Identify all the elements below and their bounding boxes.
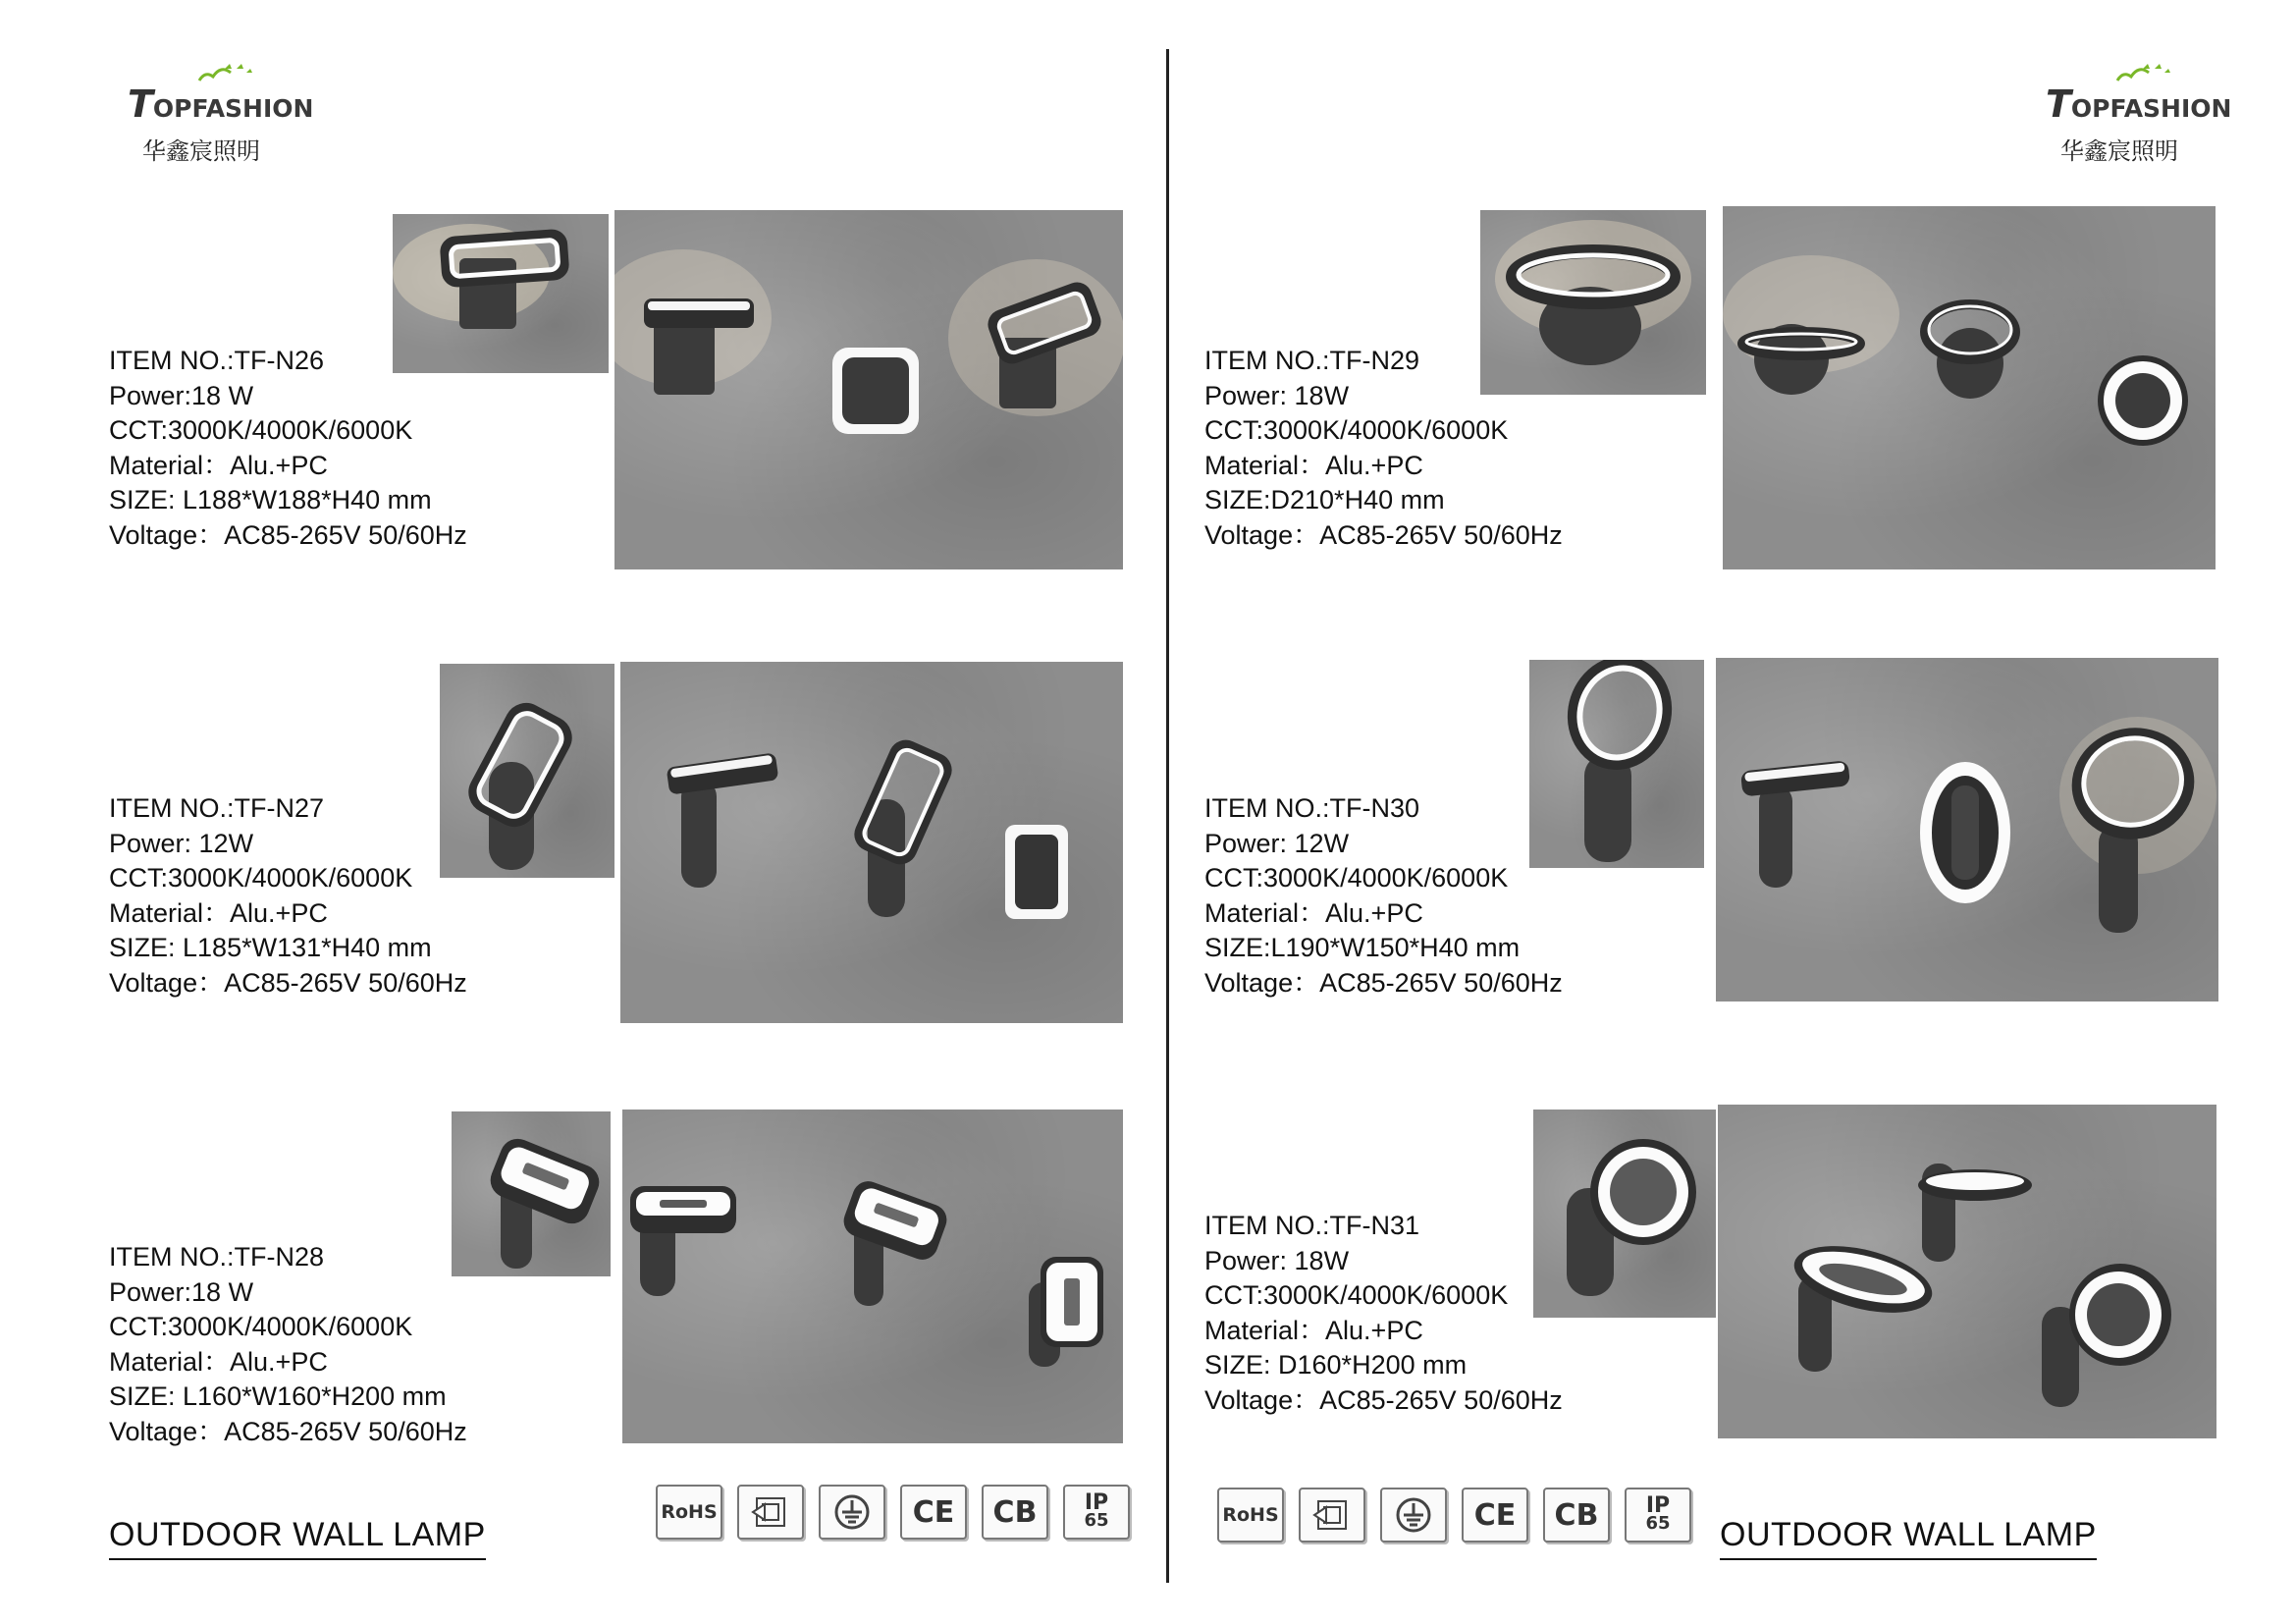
cb-badge: CB [1543, 1488, 1610, 1543]
spec-voltage: Voltage：AC85-265V 50/60Hz [1204, 1384, 1563, 1415]
ce-badge: CE [900, 1485, 967, 1540]
spec-power: Power: 12W [1204, 828, 1350, 858]
ip65-badge: IP 65 [1063, 1485, 1130, 1540]
spec-cct: CCT:3000K/4000K/6000K [1204, 415, 1509, 445]
spec-size: SIZE:L190*W150*H40 mm [1204, 933, 1521, 962]
spec-material: Material：Alu.+PC [109, 450, 328, 480]
earth-ground-icon [819, 1485, 885, 1540]
spec-power: Power: 12W [109, 828, 254, 858]
brand-wordmark: TOPFASHION [128, 82, 314, 126]
class-ii-icon [1299, 1488, 1365, 1543]
product-thumb-tf-n28 [452, 1111, 611, 1276]
spec-material: Material：Alu.+PC [1204, 897, 1423, 928]
spec-size: SIZE: L160*W160*H200 mm [109, 1381, 447, 1411]
product-spec-tf-n26 [109, 344, 467, 553]
product-spec-tf-n28 [109, 1240, 467, 1449]
spec-voltage: Voltage：AC85-265V 50/60Hz [109, 519, 467, 550]
spec-item-no: ITEM NO.:TF-N26 [109, 346, 325, 375]
product-spec-tf-n31 [1204, 1209, 1563, 1418]
spec-voltage: Voltage：AC85-265V 50/60Hz [109, 967, 467, 998]
product-photo-tf-n29 [1723, 206, 2216, 569]
spec-item-no: ITEM NO.:TF-N29 [1204, 346, 1420, 375]
brand-wordmark: TOPFASHION [2046, 82, 2232, 126]
footer-title-left: OUTDOOR WALL LAMP [109, 1516, 486, 1560]
product-thumb-tf-n31 [1533, 1110, 1716, 1318]
spec-item-no: ITEM NO.:TF-N30 [1204, 793, 1420, 823]
spec-cct: CCT:3000K/4000K/6000K [1204, 863, 1509, 893]
product-thumb-tf-n27 [440, 664, 614, 878]
ip65-badge: IP 65 [1625, 1488, 1691, 1543]
product-spec-tf-n27 [109, 791, 467, 1001]
certification-badges-right [1217, 1488, 1691, 1543]
spec-voltage: Voltage：AC85-265V 50/60Hz [1204, 519, 1563, 550]
spec-material: Material：Alu.+PC [1204, 1315, 1423, 1345]
product-thumb-tf-n30 [1529, 660, 1704, 868]
product-photo-tf-n31 [1718, 1105, 2216, 1438]
product-thumb-tf-n29 [1480, 210, 1706, 395]
product-thumb-tf-n26 [393, 214, 609, 373]
spec-power: Power: 18W [1204, 1245, 1350, 1275]
spec-cct: CCT:3000K/4000K/6000K [109, 863, 413, 893]
certification-badges-left [656, 1485, 1130, 1540]
brand-logo-left [128, 61, 314, 169]
spec-item-no: ITEM NO.:TF-N27 [109, 793, 325, 823]
spec-power: Power:18 W [109, 380, 254, 410]
spec-voltage: Voltage：AC85-265V 50/60Hz [109, 1416, 467, 1446]
spec-size: SIZE: L188*W188*H40 mm [109, 485, 432, 514]
spec-power: Power: 18W [1204, 380, 1350, 410]
cb-badge: CB [982, 1485, 1048, 1540]
rohs-badge: RoHS [1217, 1488, 1284, 1543]
footer-title-right: OUTDOOR WALL LAMP [1720, 1516, 2097, 1560]
earth-ground-icon [1380, 1488, 1447, 1543]
spec-cct: CCT:3000K/4000K/6000K [109, 415, 413, 445]
product-photo-tf-n26 [614, 210, 1123, 569]
product-photo-tf-n30 [1716, 658, 2218, 1001]
spec-cct: CCT:3000K/4000K/6000K [1204, 1280, 1509, 1310]
spec-cct: CCT:3000K/4000K/6000K [109, 1312, 413, 1341]
brand-chinese-name: 华鑫宸照明 [2060, 138, 2178, 165]
spec-item-no: ITEM NO.:TF-N28 [109, 1242, 325, 1272]
spec-material: Material：Alu.+PC [109, 897, 328, 928]
product-photo-tf-n27 [620, 662, 1123, 1023]
spec-size: SIZE:D210*H40 mm [1204, 485, 1445, 514]
spec-voltage: Voltage：AC85-265V 50/60Hz [1204, 967, 1563, 998]
brand-chinese-name: 华鑫宸照明 [142, 138, 260, 165]
product-photo-tf-n28 [622, 1110, 1123, 1443]
rohs-badge: RoHS [656, 1485, 722, 1540]
spec-size: SIZE: L185*W131*H40 mm [109, 933, 432, 962]
spec-material: Material：Alu.+PC [109, 1346, 328, 1377]
page-divider [1166, 49, 1169, 1583]
product-spec-tf-n30 [1204, 791, 1563, 1001]
class-ii-icon [737, 1485, 804, 1540]
brand-logo-right [2046, 61, 2232, 169]
spec-item-no: ITEM NO.:TF-N31 [1204, 1211, 1420, 1240]
ce-badge: CE [1462, 1488, 1528, 1543]
spec-material: Material：Alu.+PC [1204, 450, 1423, 480]
spec-power: Power:18 W [109, 1276, 254, 1307]
spec-size: SIZE: D160*H200 mm [1204, 1350, 1468, 1380]
